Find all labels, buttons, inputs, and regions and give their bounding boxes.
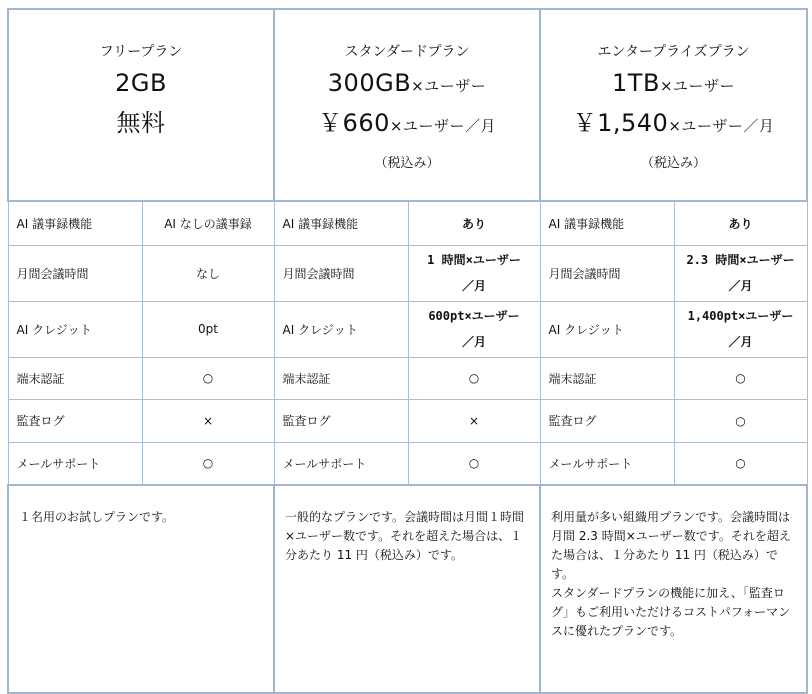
feature-label: 端末認証 (274, 357, 408, 399)
feature-row (8, 442, 807, 485)
feature-row (8, 399, 807, 442)
standard-plan-description: 一般的なプランです。会議時間は月間１時間×ユーザー数です。それを超えた場合は、１分あたり 11 円（税込み）です。 (274, 485, 540, 693)
plan-price: ￥660×ユーザー／月 (318, 109, 496, 137)
feature-value: なし (142, 245, 274, 301)
feature-label: AI 議事録機能 (274, 201, 408, 245)
feature-label: AI クレジット (8, 301, 142, 357)
plan-tax-note: （税込み） (641, 156, 707, 171)
plan-tax-note: （税込み） (374, 156, 440, 171)
feature-value: あり (408, 201, 540, 245)
plan-comparison-table (7, 8, 808, 694)
feature-row (8, 201, 807, 245)
feature-row (8, 357, 807, 399)
feature-value: ○ (674, 357, 807, 399)
enterprise-plan-header (540, 9, 807, 201)
feature-value: ○ (142, 357, 274, 399)
plan-capacity: 1TB×ユーザー (612, 69, 736, 97)
feature-value: ○ (674, 399, 807, 442)
plan-name: フリープラン (99, 44, 183, 60)
feature-label: AI 議事録機能 (8, 201, 142, 245)
free-plan-description: １名用のお試しプランです。 (8, 485, 274, 693)
feature-label: 月間会議時間 (8, 245, 142, 301)
feature-label: メールサポート (8, 442, 142, 485)
feature-value: AI なしの議事録 (142, 201, 274, 245)
plan-capacity: 300GB×ユーザー (327, 69, 487, 97)
standard-plan-header (274, 9, 540, 201)
feature-value: 1,400pt×ユーザー ／月 (674, 301, 807, 357)
plan-header-row (8, 9, 807, 201)
feature-value: ○ (408, 357, 540, 399)
enterprise-plan-description: 利用量が多い組織用プランです。会議時間は月間 2.3 時間×ユーザー数です。それを超えた場合は、１分あたり 11 円（税込み）です。 スタンダードプランの機能に加え、「監査ログ」もご利用いただけるコストパフォーマンスに優れたプランです。 (540, 485, 807, 693)
feature-label: AI クレジット (274, 301, 408, 357)
feature-value: ○ (142, 442, 274, 485)
feature-label: 監査ログ (8, 399, 142, 442)
feature-label: AI 議事録機能 (540, 201, 674, 245)
feature-value: 2.3 時間×ユーザー ／月 (674, 245, 807, 301)
feature-label: 監査ログ (274, 399, 408, 442)
feature-label: AI クレジット (540, 301, 674, 357)
plan-name: エンタープライズプラン (597, 44, 750, 60)
feature-value: ○ (674, 442, 807, 485)
feature-value: × (408, 399, 540, 442)
plan-price: ￥1,540×ユーザー／月 (572, 109, 775, 137)
feature-label: 端末認証 (540, 357, 674, 399)
plan-capacity: 2GB (115, 69, 167, 97)
feature-value: 600pt×ユーザー ／月 (408, 301, 540, 357)
feature-label: 監査ログ (540, 399, 674, 442)
free-plan-header (8, 9, 274, 201)
feature-value: 0pt (142, 301, 274, 357)
plan-name: スタンダードプラン (344, 44, 470, 60)
feature-label: 端末認証 (8, 357, 142, 399)
feature-value: 1 時間×ユーザー ／月 (408, 245, 540, 301)
feature-label: メールサポート (274, 442, 408, 485)
feature-label: 月間会議時間 (274, 245, 408, 301)
feature-value: あり (674, 201, 807, 245)
plan-price: 無料 (116, 109, 166, 137)
feature-label: メールサポート (540, 442, 674, 485)
description-row (8, 485, 807, 693)
feature-label: 月間会議時間 (540, 245, 674, 301)
feature-value: × (142, 399, 274, 442)
feature-row (8, 245, 807, 301)
feature-row (8, 301, 807, 357)
feature-value: ○ (408, 442, 540, 485)
